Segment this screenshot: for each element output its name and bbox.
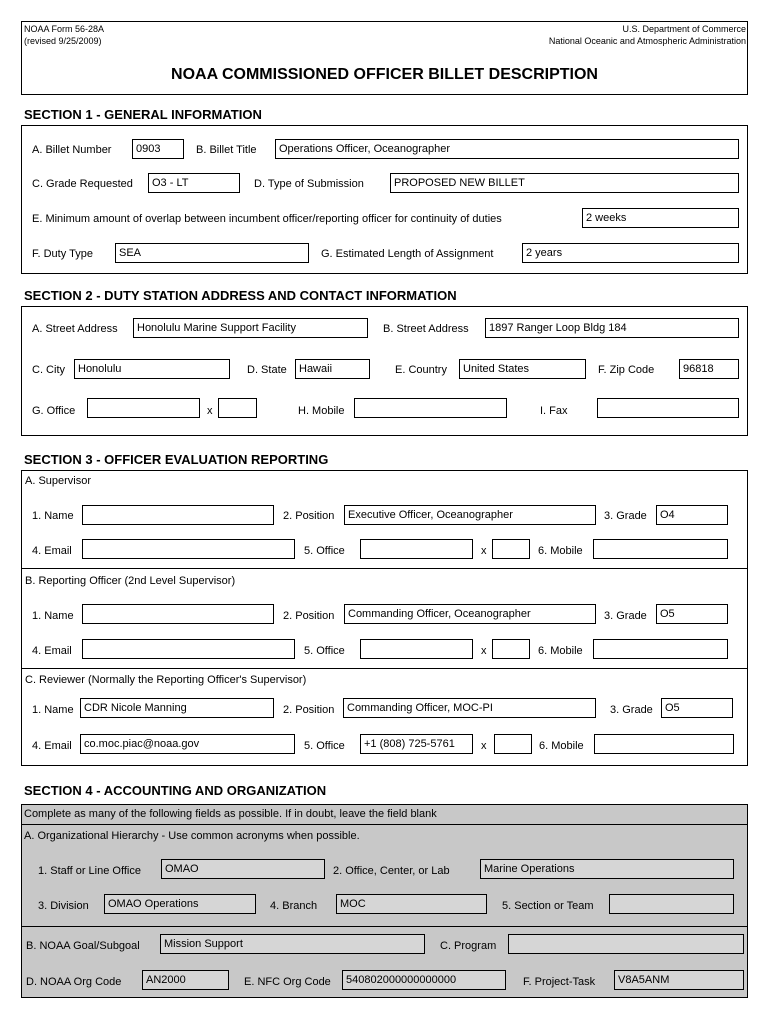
- agency: National Oceanic and Atmospheric Administration: [548, 36, 746, 46]
- assignment-length-label: G. Estimated Length of Assignment: [321, 248, 494, 260]
- reporting-officer-heading: B. Reporting Officer (2nd Level Supervisor): [25, 575, 236, 587]
- section-4-instructions: Complete as many of the following fields as possible. If in doubt, leave the field blank: [24, 808, 437, 820]
- form-number: NOAA Form 56-28A: [24, 24, 105, 34]
- supervisor-grade-field[interactable]: O4: [656, 505, 728, 525]
- office-center-label: 2. Office, Center, or Lab: [333, 865, 450, 877]
- supervisor-mobile-label: 6. Mobile: [538, 545, 583, 557]
- reporting-position-label: 2. Position: [283, 610, 335, 622]
- reviewer-position-field[interactable]: Commanding Officer, MOC-PI: [343, 698, 596, 718]
- section-1-title: SECTION 1 - GENERAL INFORMATION: [24, 107, 262, 122]
- reviewer-mobile-label: 6. Mobile: [539, 740, 584, 752]
- project-task-label: F. Project-Task: [523, 976, 596, 988]
- country-label: E. Country: [395, 364, 447, 376]
- reporting-grade-label: 3. Grade: [604, 610, 647, 622]
- staff-office-field[interactable]: OMAO: [161, 859, 325, 879]
- street-address-b-label: B. Street Address: [383, 323, 469, 335]
- section-3-divider-c: [21, 668, 748, 669]
- section-4-divider-2: [21, 926, 748, 927]
- reviewer-grade-label: 3. Grade: [610, 704, 653, 716]
- fax-field[interactable]: [597, 398, 739, 418]
- reviewer-name-field[interactable]: CDR Nicole Manning: [80, 698, 274, 718]
- street-address-b-field[interactable]: 1897 Ranger Loop Bldg 184: [485, 318, 739, 338]
- org-hierarchy-heading: A. Organizational Hierarchy - Use common acronyms when possible.: [24, 830, 360, 842]
- department: U.S. Department of Commerce: [622, 24, 746, 34]
- billet-number-label: A. Billet Number: [32, 144, 112, 156]
- reporting-office-field[interactable]: [360, 639, 473, 659]
- duty-type-field[interactable]: SEA: [115, 243, 309, 263]
- office-phone-field[interactable]: [87, 398, 200, 418]
- reviewer-heading: C. Reviewer (Normally the Reporting Officer's Supervisor): [25, 674, 307, 686]
- mobile-label: H. Mobile: [298, 405, 345, 417]
- program-label: C. Program: [440, 940, 497, 952]
- section-team-field[interactable]: [609, 894, 734, 914]
- reviewer-ext-field[interactable]: [494, 734, 532, 754]
- assignment-length-field[interactable]: 2 years: [522, 243, 739, 263]
- state-label: D. State: [247, 364, 287, 376]
- supervisor-heading: A. Supervisor: [25, 475, 92, 487]
- section-3-title: SECTION 3 - OFFICER EVALUATION REPORTING: [24, 452, 329, 467]
- section-4-title: SECTION 4 - ACCOUNTING AND ORGANIZATION: [24, 783, 327, 798]
- office-ext-label: x: [207, 405, 213, 417]
- reporting-name-field[interactable]: [82, 604, 274, 624]
- reporting-mobile-field[interactable]: [593, 639, 728, 659]
- grade-requested-field[interactable]: O3 - LT: [148, 173, 240, 193]
- reporting-mobile-label: 6. Mobile: [538, 645, 583, 657]
- reviewer-ext-label: x: [481, 740, 487, 752]
- branch-label: 4. Branch: [270, 900, 318, 912]
- billet-title-label: B. Billet Title: [196, 144, 257, 156]
- supervisor-email-label: 4. Email: [32, 545, 72, 557]
- office-ext-field[interactable]: [218, 398, 257, 418]
- zip-code-field[interactable]: 96818: [679, 359, 739, 379]
- division-label: 3. Division: [38, 900, 89, 912]
- nfc-code-field[interactable]: 540802000000000000: [342, 970, 506, 990]
- form-revised: (revised 9/25/2009): [24, 36, 102, 46]
- reporting-grade-field[interactable]: O5: [656, 604, 728, 624]
- supervisor-name-label: 1. Name: [32, 510, 74, 522]
- street-address-a-label: A. Street Address: [32, 323, 118, 335]
- supervisor-office-label: 5. Office: [304, 545, 345, 557]
- page-title: NOAA COMMISSIONED OFFICER BILLET DESCRIPTION: [171, 66, 598, 83]
- reporting-email-label: 4. Email: [32, 645, 72, 657]
- zip-code-label: F. Zip Code: [598, 364, 655, 376]
- office-phone-label: G. Office: [32, 405, 76, 417]
- org-code-label: D. NOAA Org Code: [26, 976, 122, 988]
- reviewer-office-label: 5. Office: [304, 740, 345, 752]
- mobile-field[interactable]: [354, 398, 507, 418]
- reviewer-name-label: 1. Name: [32, 704, 74, 716]
- street-address-a-field[interactable]: Honolulu Marine Support Facility: [133, 318, 368, 338]
- country-field[interactable]: United States: [459, 359, 586, 379]
- reviewer-grade-field[interactable]: O5: [661, 698, 733, 718]
- fax-label: I. Fax: [540, 405, 568, 417]
- branch-field[interactable]: MOC: [336, 894, 487, 914]
- supervisor-position-field[interactable]: Executive Officer, Oceanographer: [344, 505, 596, 525]
- billet-number-field[interactable]: 0903: [132, 139, 184, 159]
- grade-requested-label: C. Grade Requested: [32, 178, 133, 190]
- reporting-position-field[interactable]: Commanding Officer, Oceanographer: [344, 604, 596, 624]
- reviewer-office-field[interactable]: +1 (808) 725-5761: [360, 734, 473, 754]
- reporting-office-label: 5. Office: [304, 645, 345, 657]
- overlap-field[interactable]: 2 weeks: [582, 208, 739, 228]
- project-task-field[interactable]: V8A5ANM: [614, 970, 744, 990]
- supervisor-name-field[interactable]: [82, 505, 274, 525]
- reviewer-email-field[interactable]: co.moc.piac@noaa.gov: [80, 734, 295, 754]
- org-code-field[interactable]: AN2000: [142, 970, 229, 990]
- reporting-ext-field[interactable]: [492, 639, 530, 659]
- program-field[interactable]: [508, 934, 744, 954]
- reviewer-email-label: 4. Email: [32, 740, 72, 752]
- city-field[interactable]: Honolulu: [74, 359, 230, 379]
- overlap-label: E. Minimum amount of overlap between incumbent officer/reporting officer for continuity of duties: [32, 213, 502, 225]
- city-label: C. City: [32, 364, 65, 376]
- nfc-code-label: E. NFC Org Code: [244, 976, 331, 988]
- state-field[interactable]: Hawaii: [295, 359, 370, 379]
- supervisor-grade-label: 3. Grade: [604, 510, 647, 522]
- billet-title-field[interactable]: Operations Officer, Oceanographer: [275, 139, 739, 159]
- reviewer-mobile-field[interactable]: [594, 734, 734, 754]
- reviewer-position-label: 2. Position: [283, 704, 335, 716]
- goal-field[interactable]: Mission Support: [160, 934, 425, 954]
- section-team-label: 5. Section or Team: [502, 900, 594, 912]
- reporting-ext-label: x: [481, 645, 487, 657]
- supervisor-position-label: 2. Position: [283, 510, 335, 522]
- reporting-email-field[interactable]: [82, 639, 295, 659]
- submission-type-field[interactable]: PROPOSED NEW BILLET: [390, 173, 739, 193]
- duty-type-label: F. Duty Type: [32, 248, 93, 260]
- supervisor-email-field[interactable]: [82, 539, 295, 559]
- reporting-name-label: 1. Name: [32, 610, 74, 622]
- section-2-title: SECTION 2 - DUTY STATION ADDRESS AND CONTACT INFORMATION: [24, 288, 457, 303]
- supervisor-office-field[interactable]: [360, 539, 473, 559]
- section-4-divider-1: [21, 824, 748, 825]
- supervisor-ext-label: x: [481, 545, 487, 557]
- submission-type-label: D. Type of Submission: [254, 178, 364, 190]
- supervisor-ext-field[interactable]: [492, 539, 530, 559]
- office-center-field[interactable]: Marine Operations: [480, 859, 734, 879]
- staff-office-label: 1. Staff or Line Office: [38, 865, 141, 877]
- supervisor-mobile-field[interactable]: [593, 539, 728, 559]
- goal-label: B. NOAA Goal/Subgoal: [26, 940, 140, 952]
- section-3-divider-b: [21, 568, 748, 569]
- division-field[interactable]: OMAO Operations: [104, 894, 256, 914]
